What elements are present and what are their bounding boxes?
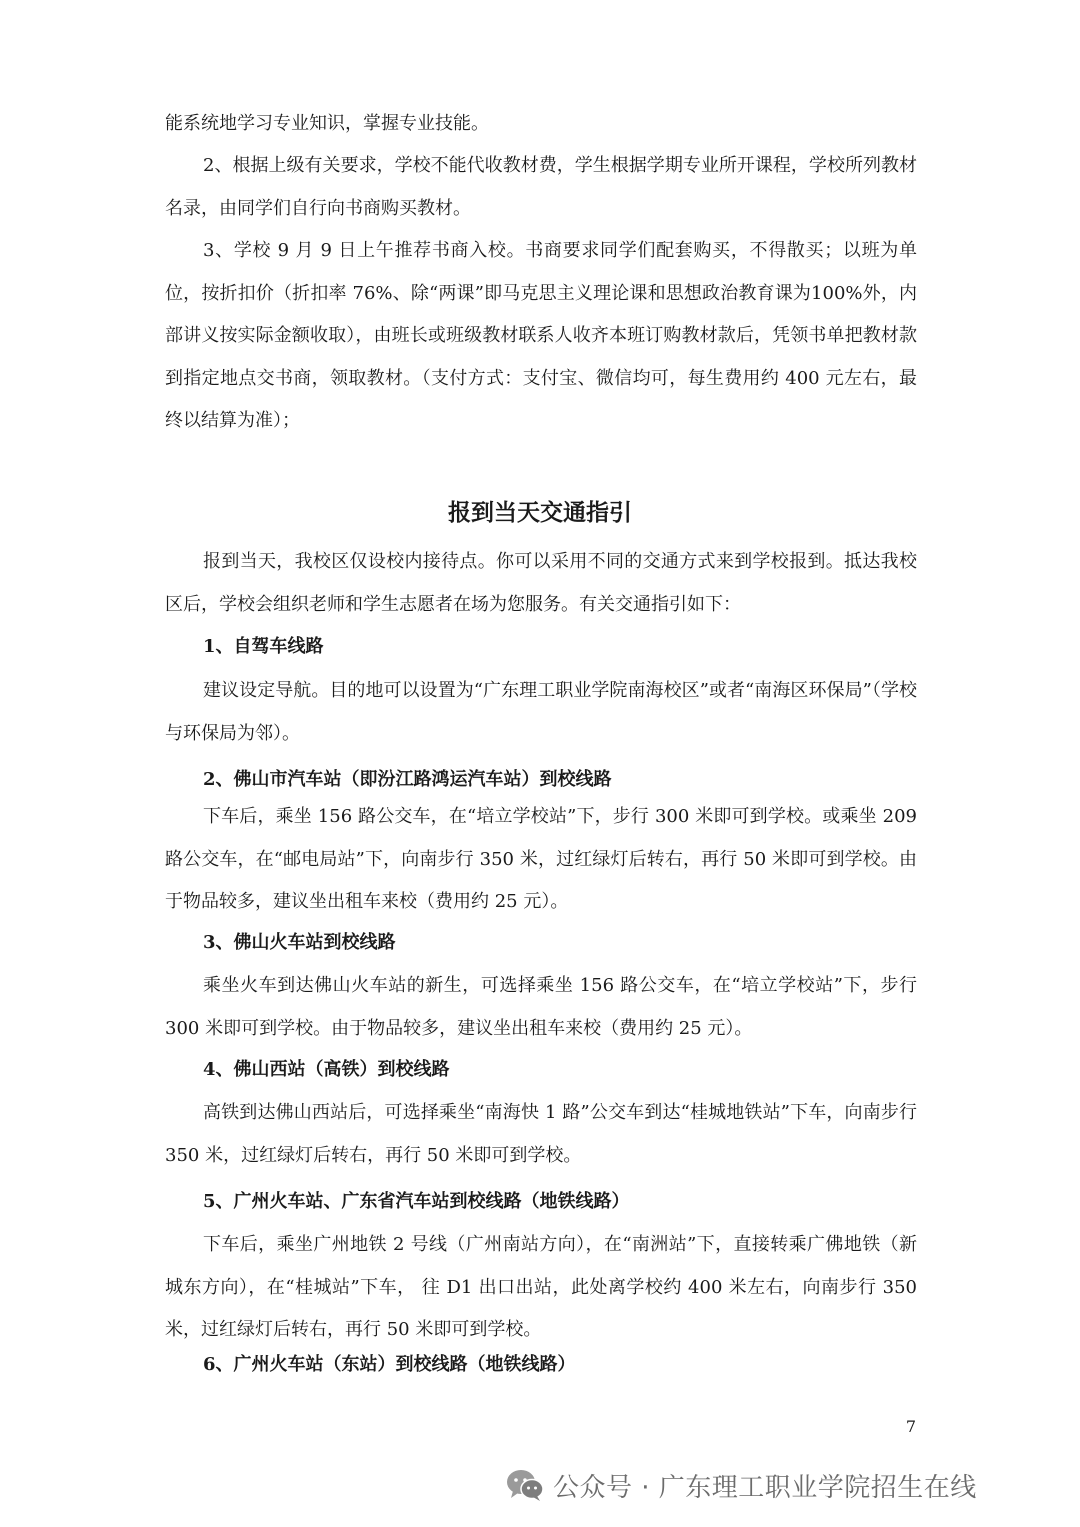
route-heading-foshan-west: 4、佛山西站（高铁）到校线路: [203, 1059, 450, 1080]
route-heading-foshan-railway: 3、佛山火车站到校线路: [203, 932, 396, 953]
route-body-self-drive: 建议设定导航。目的地可以设置为“广东理工职业学院南海校区”或者“南海区环保局”（学校与环保局为邻）。: [165, 680, 917, 744]
page-number: 7: [905, 1417, 916, 1436]
route-body-foshan-west: 高铁到达佛山西站后，可选择乘坐“南海快 1 路”公交车到达“桂城地铁站”下车，向南步行 350 米，过红绿灯后转右，再行 50 米即可到学校。: [165, 1102, 917, 1166]
route-heading-guangzhou-east: 6、广州火车站（东站）到校线路（地铁线路）: [203, 1354, 576, 1375]
watermark-text: 公众号 · 广东理工职业学院招生在线: [553, 1472, 977, 1503]
route-heading-self-drive: 1、自驾车线路: [203, 636, 324, 657]
route-heading-foshan-bus-station: 2、佛山市汽车站（即汾江路鸿运汽车站）到校线路: [203, 769, 612, 790]
route-body-guangzhou-railway: 下车后，乘坐广州地铁 2 号线（广州南站方向），在“南洲站”下，直接转乘广佛地铁（新城东方向），在“桂城站”下车， 往 D1 出口出站，此处离学校约 400 米左右，向南步行 350 米，过红绿灯后转右，再行 50 米即可到学校。: [165, 1234, 917, 1340]
section-intro: 报到当天，我校区仅设校内接待点。你可以采用不同的交通方式来到学校报到。抵达我校区后，学校会组织老师和学生志愿者在场为您服务。有关交通指引如下：: [165, 551, 917, 615]
paragraph-bookseller: 3、学校 9 月 9 日上午推荐书商入校。书商要求同学们配套购买，不得散买；以班为单位，按折扣价（折扣率 76%、除“两课”即马克思主义理论课和思想政治教育课为100%外，内部讲义按实际金额收取），由班长或班级教材联系人收齐本班订购教材款后，凭领书单把教材款到指定地点交书商，领取教材。（支付方式：支付宝、微信均可，每生费用约 400 元左右，最终以结算为准）；: [165, 240, 917, 431]
section-title: 报到当天交通指引: [448, 499, 632, 526]
paragraph-textbook-purchase: 2、根据上级有关要求，学校不能代收教材费，学生根据学期专业所开课程，学校所列教材名录，由同学们自行向书商购买教材。: [165, 155, 917, 219]
route-body-foshan-railway: 乘坐火车到达佛山火车站的新生，可选择乘坐 156 路公交车，在“培立学校站”下，步行 300 米即可到学校。由于物品较多，建议坐出租车来校（费用约 25 元）。: [165, 975, 917, 1039]
route-heading-guangzhou-railway: 5、广州火车站、广东省汽车站到校线路（地铁线路）: [203, 1191, 630, 1212]
route-body-foshan-bus-station: 下车后，乘坐 156 路公交车，在“培立学校站”下，步行 300 米即可到学校。或乘坐 209 路公交车，在“邮电局站”下，向南步行 350 米，过红绿灯后转右，再行 50 米即可到学校。由于物品较多，建议坐出租车来校（费用约 25 元）。: [165, 806, 917, 912]
wechat-icon: [505, 1467, 545, 1503]
paragraph-continuation: 能系统地学习专业知识，掌握专业技能。: [165, 113, 489, 134]
watermark: [505, 1461, 977, 1509]
